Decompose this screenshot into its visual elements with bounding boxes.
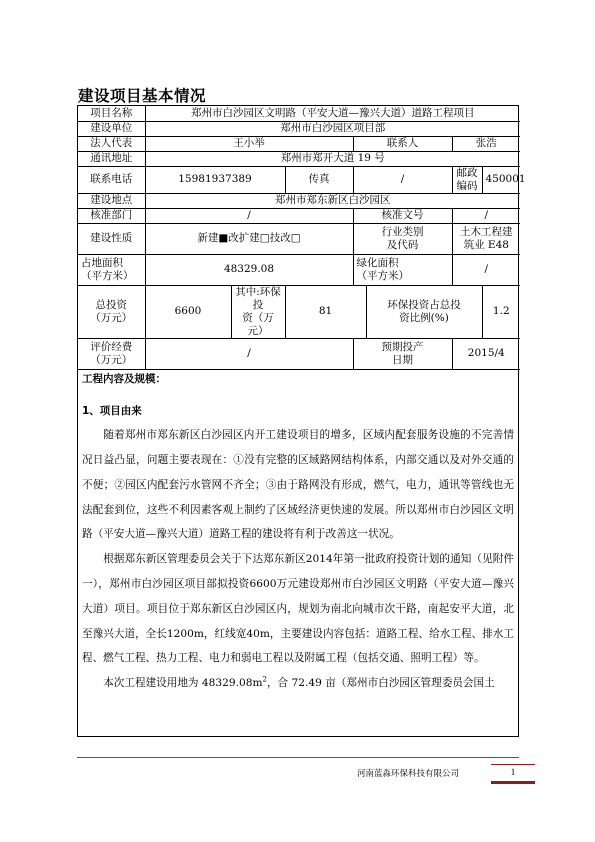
project-info-frame xyxy=(77,105,526,737)
label-fax: 传真 xyxy=(285,166,353,193)
footer-company: 河南蓝淼环保科技有限公司 xyxy=(357,769,460,779)
row-project-name xyxy=(78,106,520,121)
label-nature: 建设性质 xyxy=(78,223,145,254)
row-invest xyxy=(78,285,520,338)
paragraph-1: 随着郑州市郑东新区白沙园区内开工建设项目的增多，区域内配套服务设施的不完善情况日益凸显，问题主要表现在：①没有完整的区域路网结构体系，内部交通以及对外交通的不便；②园区内配套污水管网不齐全；③由于路网没有形成，燃气，电力，通讯等管线也无法配套到位，这些不利因素客观上制约了区域经济更快速的发展。所以郑州市白沙园区文明路（平安大道—豫兴大道）道路工程的建设将有利于改善这一状况。 xyxy=(82,429,514,541)
label-postcode: 邮政编码 xyxy=(452,166,482,193)
value-area: 48329.08 xyxy=(145,254,353,285)
label-approval-no: 核准文号 xyxy=(353,208,452,223)
label-eval-fee-line1: 评价经费 xyxy=(90,340,133,353)
footer-divider xyxy=(77,757,519,758)
label-project-name: 项目名称 xyxy=(78,106,145,121)
label-green xyxy=(353,254,452,285)
row-nature xyxy=(78,223,520,254)
row-approval xyxy=(78,208,520,223)
label-area-line2: （平方米） xyxy=(81,269,134,282)
label-legal-rep: 法人代表 xyxy=(78,136,145,151)
label-unit: 建设单位 xyxy=(78,121,145,136)
value-approval-no: / xyxy=(452,208,520,223)
value-start-date: 2015/4 xyxy=(452,338,520,369)
row-address xyxy=(78,151,520,166)
paragraph-3-text-a: 本次工程建设用地为 48329.08m xyxy=(103,677,263,690)
label-location: 建设地点 xyxy=(78,193,145,208)
value-postcode: 450001 xyxy=(482,166,520,193)
label-start-line2: 日期 xyxy=(392,353,413,366)
label-env-ratio-line2: 资比例(%) xyxy=(399,311,449,324)
project-content xyxy=(78,371,518,697)
row-legal xyxy=(78,136,520,151)
row-unit xyxy=(78,121,520,136)
label-green-line1: 绿化面积 xyxy=(356,256,399,269)
label-env-invest-line1: 其中:环保投 xyxy=(235,285,281,311)
row-location xyxy=(78,193,520,208)
value-approval-dept: / xyxy=(145,208,353,223)
label-industry xyxy=(353,223,452,254)
paragraph-3-text-b: ，合 72.49 亩（郑州市白沙园区管理委员会国土 xyxy=(266,677,495,690)
value-unit: 郑州市白沙园区项目部 xyxy=(145,121,520,136)
label-address: 通讯地址 xyxy=(78,151,145,166)
label-env-invest xyxy=(231,285,285,338)
page-title: 建设项目基本情况 xyxy=(78,87,207,105)
project-info-table xyxy=(78,106,526,370)
value-green: / xyxy=(452,254,520,285)
value-env-ratio: 1.2 xyxy=(482,285,520,338)
value-contact: 张浩 xyxy=(452,136,520,151)
label-contact: 联系人 xyxy=(353,136,452,151)
row-phone xyxy=(78,166,520,193)
page-number: 1 xyxy=(491,764,535,784)
content-heading: 工程内容及规模： xyxy=(82,372,166,385)
label-env-invest-line2: 资（万元） xyxy=(242,311,274,337)
label-start-date xyxy=(353,338,452,369)
label-invest-line2: （万元） xyxy=(90,311,133,324)
label-start-line1: 预期投产 xyxy=(381,340,424,353)
section-heading-origin: 1、项目由来 xyxy=(82,404,142,417)
label-industry-line1: 行业类别 xyxy=(381,225,424,238)
label-approval-dept: 核准部门 xyxy=(78,208,145,223)
paragraph-2: 根据郑东新区管理委员会关于下达郑东新区2014年第一批政府投资计划的通知（见附件一），郑州市白沙园区项目部拟投资6600万元建设郑州市白沙园区文明路（平安大道—豫兴大道）项目。项目位于郑东新区白沙园区内，规划为南北向城市次干路，南起安平大道，北至豫兴大道，全长1200m，红线宽40m，主要建设内容包括：道路工程、给水工程、排水工程、燃气工程、热力工程、电力和弱电工程以及附属工程（包括交通、照明工程）等。 xyxy=(82,553,514,665)
label-phone: 联系电话 xyxy=(78,166,145,193)
label-env-ratio xyxy=(366,285,482,338)
value-invest: 6600 xyxy=(145,285,231,338)
label-invest xyxy=(78,285,145,338)
label-area-line1: 占地面积 xyxy=(81,256,123,269)
paragraph-3 xyxy=(82,671,514,696)
value-env-invest: 81 xyxy=(285,285,366,338)
value-phone: 15981937389 xyxy=(145,166,285,193)
value-location: 郑州市郑东新区白沙园区 xyxy=(145,193,520,208)
label-eval-fee-line2: （万元） xyxy=(90,353,133,366)
value-project-name: 郑州市白沙园区文明路（平安大道—豫兴大道）道路工程项目 xyxy=(145,106,520,121)
row-area xyxy=(78,254,520,285)
value-nature: 新建■改扩建□技改□ xyxy=(145,223,353,254)
label-area xyxy=(78,254,145,285)
label-invest-line1: 总投资 xyxy=(95,298,127,311)
paragraph-3-superscript: 2 xyxy=(262,675,267,684)
value-address: 郑州市郑开大道 19 号 xyxy=(145,151,520,166)
value-fax: / xyxy=(353,166,452,193)
label-industry-line2: 及代码 xyxy=(386,238,419,251)
value-legal-rep: 王小举 xyxy=(145,136,353,151)
label-green-line2: （平方米） xyxy=(356,269,409,282)
value-industry: 土木工程建筑业 E48 xyxy=(452,223,520,254)
label-eval-fee xyxy=(78,338,145,369)
row-eval xyxy=(78,338,520,369)
label-env-ratio-line1: 环保投资占总投 xyxy=(387,298,461,311)
value-eval-fee: / xyxy=(145,338,353,369)
